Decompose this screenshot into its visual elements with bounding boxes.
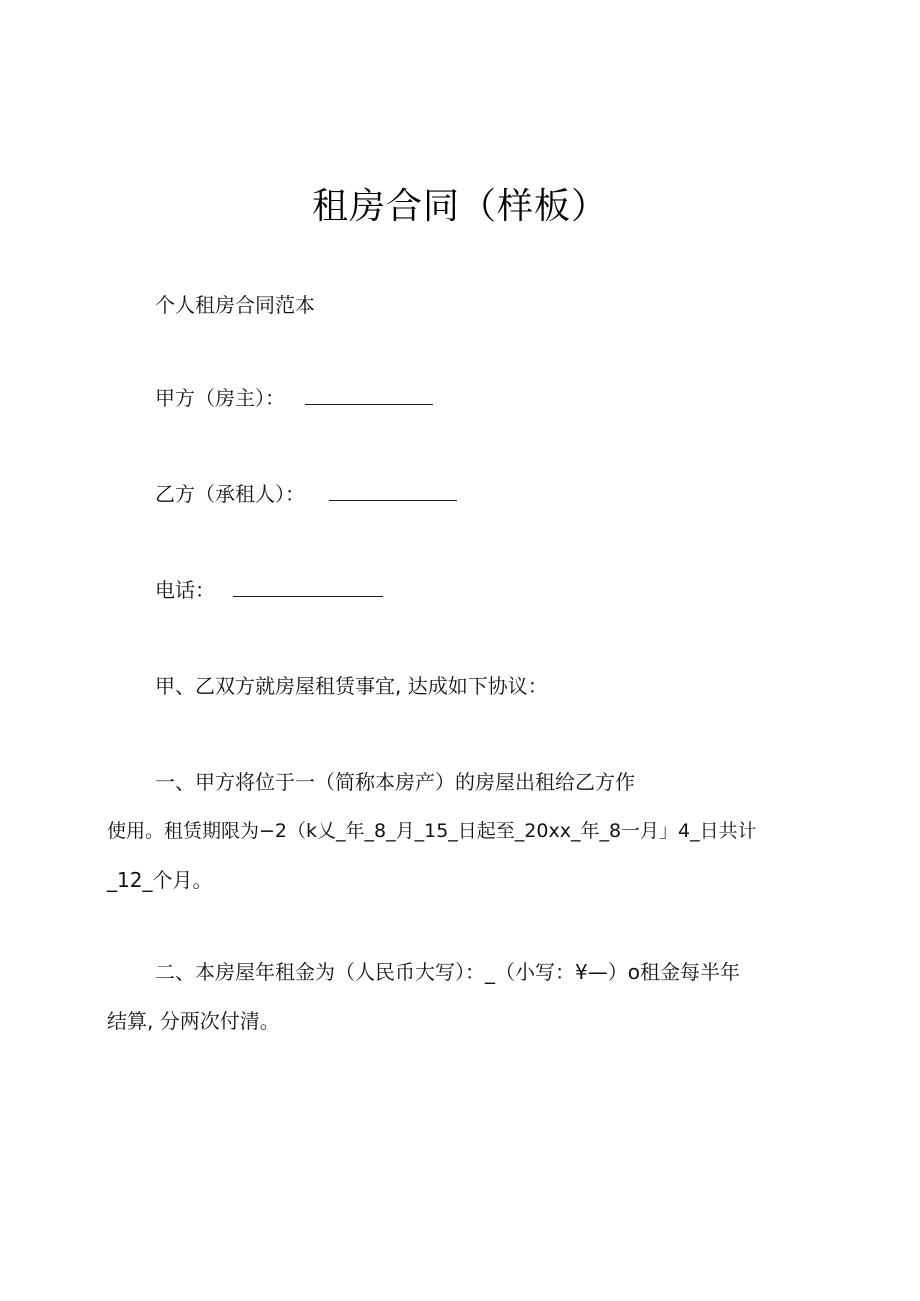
document-title: 租房合同（样板） [311,186,608,227]
phone-blank[interactable] [233,582,383,597]
party-b-blank[interactable] [329,486,457,501]
clause-1-line-1: 一、甲方将位于一（简称本房产）的房屋出租给乙方作 [155,770,635,794]
clause-1-line-2: 使用。租赁期限为−2（k乂_年_8_月_15_日起至_20xx_年_8一月」4_日共计 [107,820,757,842]
party-a-label: 甲方（房主）： [155,386,285,410]
clause-2-line-1: 二、本房屋年租金为（人民币大写）：_（小写：¥—）o租金每半年 [155,960,740,984]
party-a-blank[interactable] [305,390,433,405]
clause-2-line-2: 结算, 分两次付清。 [107,1009,280,1033]
party-b-row [155,481,457,507]
clause-1-line-3: _12_个月。 [107,868,213,892]
phone-row [155,577,383,603]
preamble-text: 甲、乙双方就房屋租赁事宜, 达成如下协议： [155,674,548,698]
document-subtitle: 个人租房合同范本 [155,293,315,317]
party-a-row [155,385,433,411]
phone-label: 电话： [155,578,215,602]
party-b-label: 乙方（承租人）： [155,482,305,506]
